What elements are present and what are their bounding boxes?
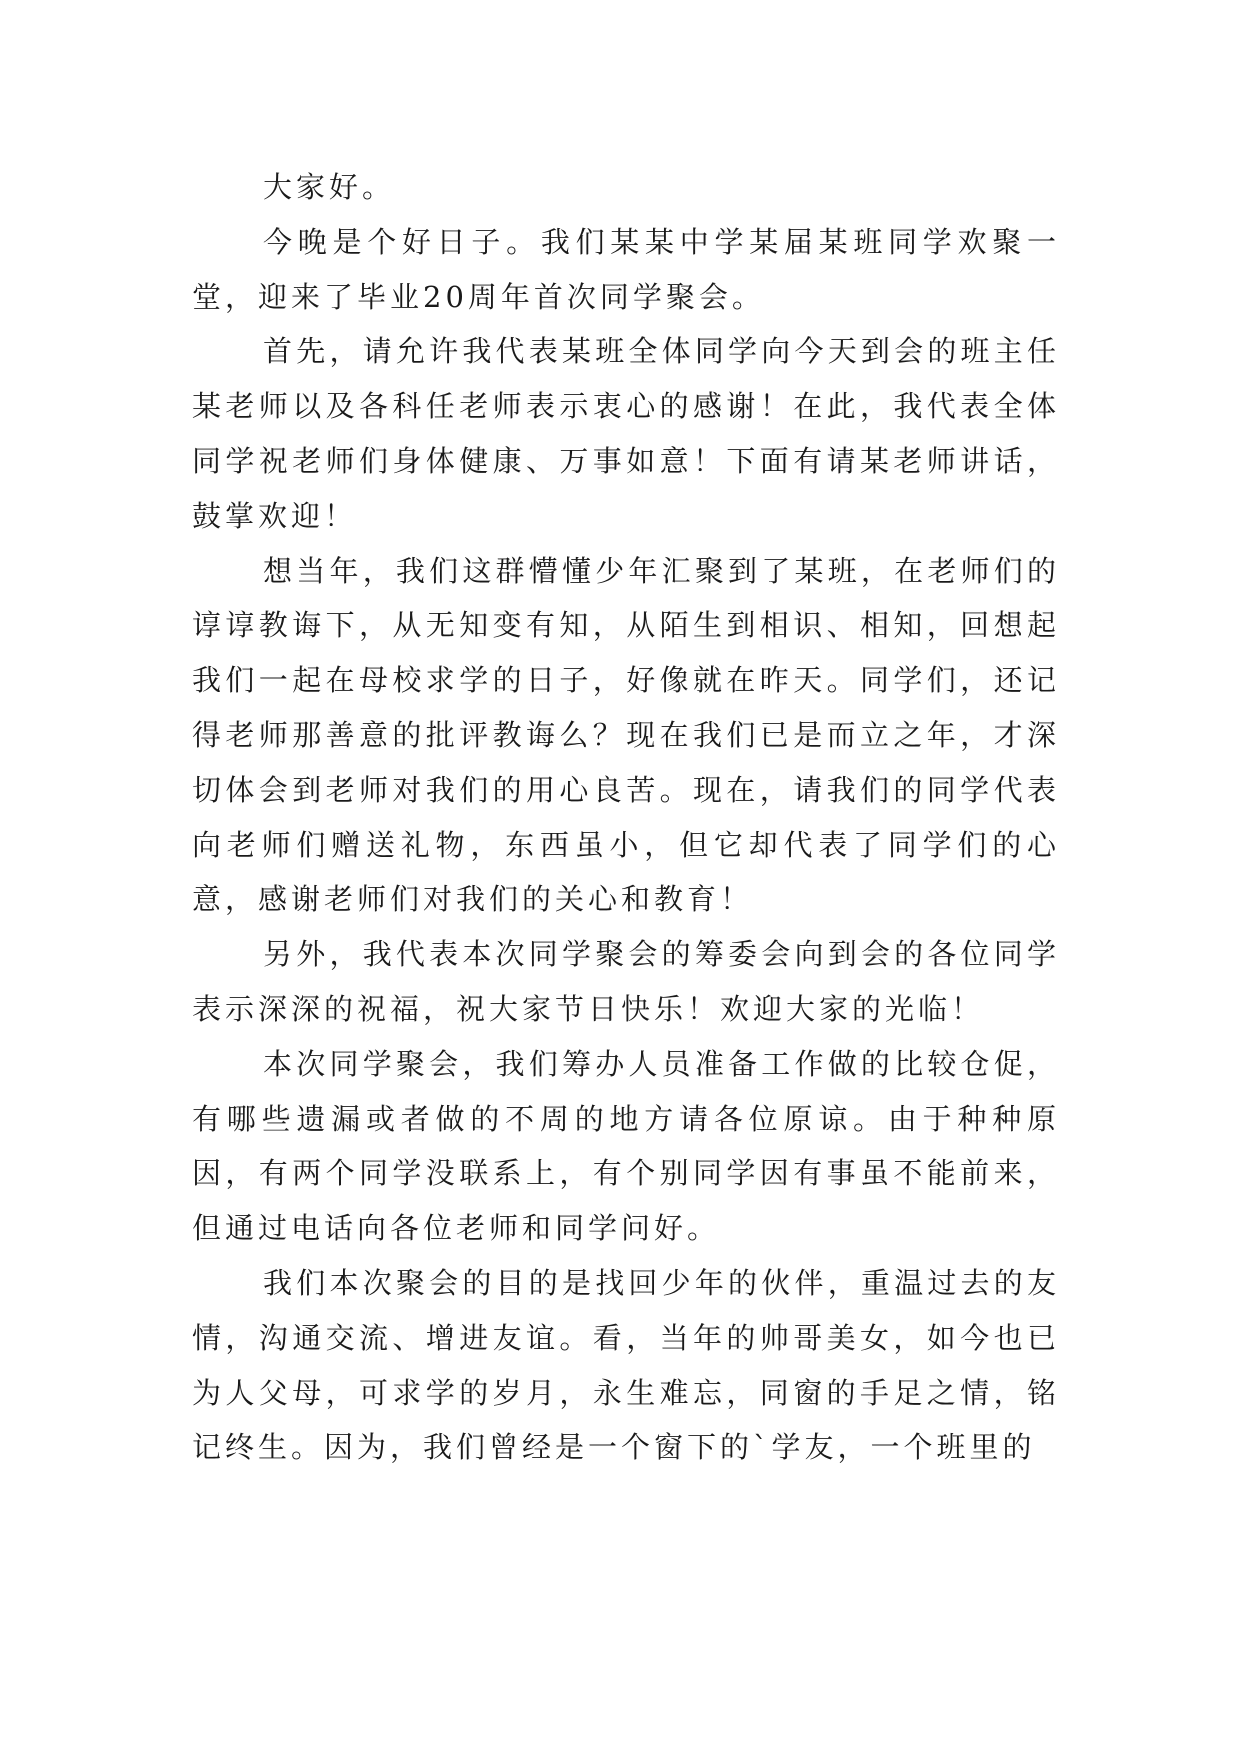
paragraph-apology: 本次同学聚会，我们筹办人员准备工作做的比较仓促，有哪些遗漏或者做的不周的地方请各位原谅。由于种种原因，有两个同学没联系上，有个别同学因有事虽不能前来，但通过电话向各位老师和同学问好。 bbox=[192, 1046, 1060, 1246]
document-body bbox=[192, 160, 1060, 1475]
paragraph-thanks: 首先，请允许我代表某班全体同学向今天到会的班主任某老师以及各科任老师表示衷心的感谢！在此，我代表全体同学祝老师们身体健康、万事如意！下面有请某老师讲话，鼓掌欢迎！ bbox=[192, 334, 1060, 533]
paragraph-opening: 今晚是个好日子。我们某某中学某届某班同学欢聚一堂，迎来了毕业20周年首次同学聚会。 bbox=[192, 224, 1060, 314]
paragraph-greeting: 大家好。 bbox=[263, 170, 396, 204]
paragraph-blessing: 另外，我代表本次同学聚会的筹委会向到会的各位同学表示深深的祝福，祝大家节日快乐！欢迎大家的光临！ bbox=[192, 937, 1060, 1026]
paragraph-purpose: 我们本次聚会的目的是找回少年的伙伴，重温过去的友情，沟通交流、增进友谊。看，当年的帅哥美女，如今也已为人父母，可求学的岁月，永生难忘，同窗的手足之情，铭记终生。因为，我们曾经是一个窗下的`学友，一个班里的 bbox=[192, 1265, 1060, 1465]
paragraph-memories: 想当年，我们这群懵懂少年汇聚到了某班，在老师们的谆谆教诲下，从无知变有知，从陌生到相识、相知，回想起我们一起在母校求学的日子，好像就在昨天。同学们，还记得老师那善意的批评教诲么？现在我们已是而立之年，才深切体会到老师对我们的用心良苦。现在，请我们的同学代表向老师们赠送礼物，东西虽小，但它却代表了同学们的心意，感谢老师们对我们的关心和教育！ bbox=[192, 553, 1060, 917]
